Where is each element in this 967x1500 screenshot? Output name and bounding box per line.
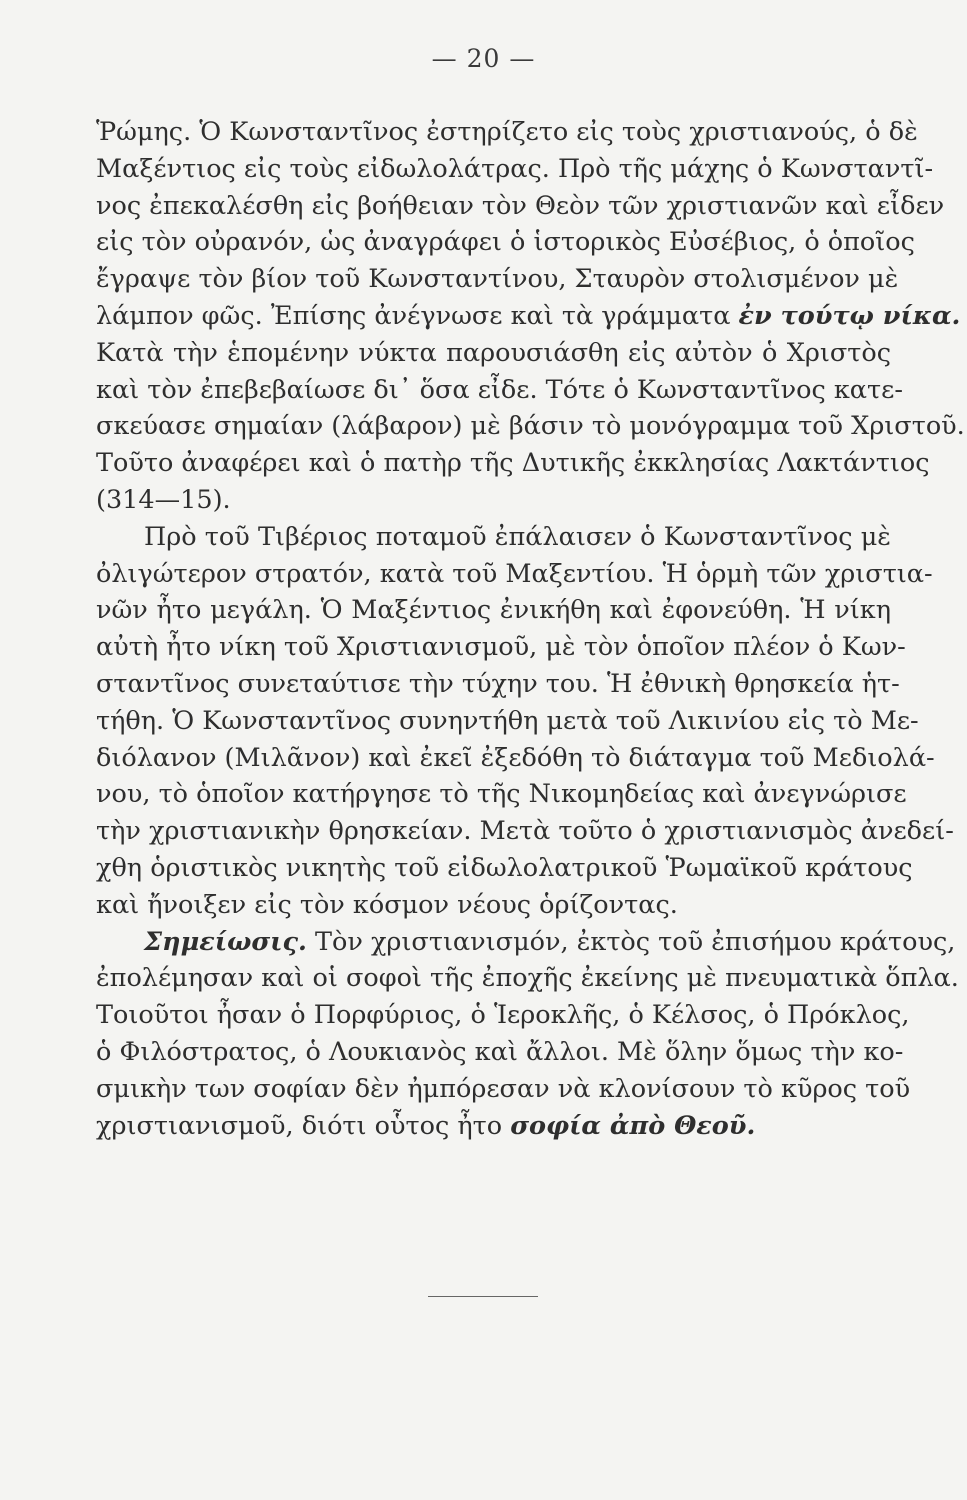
text-line: νῶν ἦτο μεγάλη. Ὁ Μαξέντιος ἐνικήθη καὶ ἐφονεύθη. Ἡ νίκη: [96, 595, 891, 626]
paragraph-start-line: Πρὸ τοῦ Τιβέριος ποταμοῦ ἐπάλαισεν ὁ Κωνσταντῖνος μὲ: [144, 521, 891, 552]
text-line: τήθη. Ὁ Κωνσταντῖνος συνηντήθη μετὰ τοῦ Λικινίου εἰς τὸ Με-: [96, 705, 919, 736]
text-line: σταντῖνος συνεταύτισε τὴν τύχην του. Ἡ ἐθνικὴ θρησκεία ἡτ-: [96, 668, 900, 699]
closing-emphasis: σοφία ἀπὸ Θεοῦ.: [510, 1110, 756, 1141]
text-line: ὁ Φιλόστρατος, ὁ Λουκιανὸς καὶ ἄλλοι. Μὲ ὅλην ὅμως τὴν κο-: [96, 1036, 904, 1067]
text-line: αὐτὴ ἦτο νίκη τοῦ Χριστιανισμοῦ, μὲ τὸν ὁποῖον πλέον ὁ Κων-: [96, 632, 906, 663]
text-line: Τοιοῦτοι ἦσαν ὁ Πορφύριος, ὁ Ἱεροκλῆς, ὁ Κέλσος, ὁ Πρόκλος,: [96, 1000, 910, 1031]
text-segment: λάμπον φῶς. Ἐπίσης ἀνέγνωσε καὶ τὰ γράμματα: [96, 300, 731, 331]
text-line: καὶ τὸν ἐπεβεβαίωσε δι᾽ ὅσα εἶδε. Τότε ὁ Κωνσταντῖνος κατε-: [96, 374, 903, 405]
text-line: ἔγραψε τὸν βίον τοῦ Κωνσταντίνου, Σταυρὸν στολισμένον μὲ: [96, 264, 899, 295]
text-line: χθη ὁριστικὸς νικητὴς τοῦ εἰδωλολατρικοῦ Ῥωμαϊκοῦ κράτους: [96, 852, 913, 883]
text-line: ἐπολέμησαν καὶ οἱ σοφοὶ τῆς ἐποχῆς ἐκείνης μὲ πνευματικὰ ὅπλα.: [96, 963, 959, 994]
text-segment: Τὸν χριστιανισμόν, ἐκτὸς τοῦ ἐπισήμου κράτους,: [315, 926, 956, 957]
text-line: νου, τὸ ὁποῖον κατήργησε τὸ τῆς Νικομηδείας καὶ ἀνεγνώρισε: [96, 779, 907, 810]
closing-line: [96, 1108, 891, 1145]
text-line: Ῥώμης. Ὁ Κωνσταντῖνος ἐστηρίζετο εἰς τοὺς χριστιανούς, ὁ δὲ: [96, 117, 918, 147]
page-number: — 20 —: [431, 44, 536, 73]
text-line: Τοῦτο ἀναφέρει καὶ ὁ πατὴρ τῆς Δυτικῆς ἐκκλησίας Λακτάντιος: [96, 448, 930, 479]
text-line-with-motto: [96, 298, 961, 335]
text-line: νος ἐπεκαλέσθη εἰς βοήθειαν τὸν Θεὸν τῶν χριστιανῶν καὶ εἶδεν: [96, 190, 945, 221]
footer-rule: [428, 1296, 538, 1297]
notes-line: [96, 924, 956, 961]
notes-heading: Σημείωσις.: [144, 926, 307, 957]
text-line: Κατὰ τὴν ἑπομένην νύκτα παρουσιάσθη εἰς αὐτὸν ὁ Χριστὸς: [96, 337, 891, 368]
text-line: σκεύασε σημαίαν (λάβαρον) μὲ βάσιν τὸ μονόγραμμα τοῦ Χριστοῦ.: [96, 411, 965, 442]
text-line: τὴν χριστιανικὴν θρησκείαν. Μετὰ τοῦτο ὁ χριστιανισμὸς ἀνεδεί-: [96, 816, 954, 847]
text-line: σμικὴν των σοφίαν δὲν ἠμπόρεσαν νὰ κλονίσουν τὸ κῦρος τοῦ: [96, 1073, 911, 1104]
text-line: (314—15).: [96, 484, 231, 515]
text-line: εἰς τὸν οὐρανόν, ὡς ἀναγράφει ὁ ἱστορικὸς Εὐσέβιος, ὁ ὁποῖος: [96, 227, 915, 258]
text-segment: χριστιανισμοῦ, διότι οὗτος ἦτο: [96, 1110, 503, 1141]
motto-text: ἐν τούτῳ νίκα.: [738, 300, 961, 331]
body-text: [96, 114, 965, 1144]
text-line: Μαξέντιος εἰς τοὺς εἰδωλολάτρας. Πρὸ τῆς μάχης ὁ Κωνσταντῖ-: [96, 153, 934, 184]
text-line: ὀλιγώτερον στρατόν, κατὰ τοῦ Μαξεντίου. Ἡ ὁρμὴ τῶν χριστια-: [96, 558, 933, 589]
text-line: καὶ ἤνοιξεν εἰς τὸν κόσμον νέους ὁρίζοντας.: [96, 889, 678, 920]
text-line: διόλανον (Μιλᾶνον) καὶ ἐκεῖ ἐξεδόθη τὸ διάταγμα τοῦ Μεδιολά-: [96, 742, 935, 773]
